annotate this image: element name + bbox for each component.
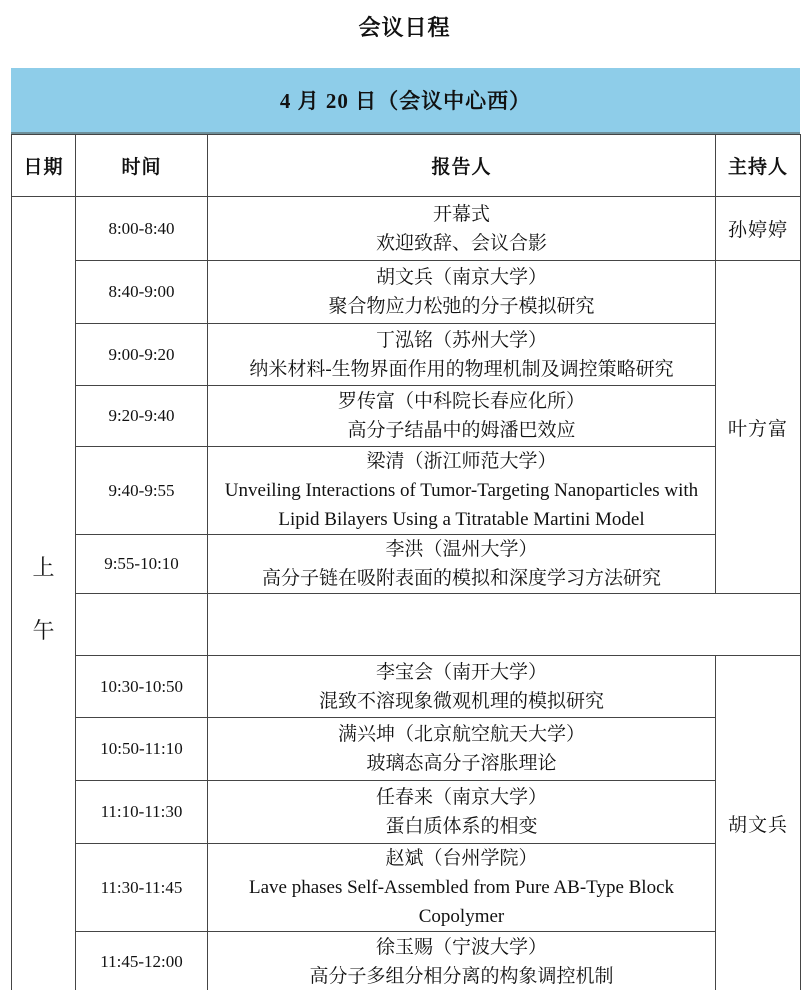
speaker-name: 胡文兵（南京大学） xyxy=(375,267,547,288)
speaker-name: 丁泓铭（苏州大学） xyxy=(375,329,547,351)
talk-title: 聚合物应力松弛的分子模拟研究 xyxy=(328,296,595,317)
time-cell: 9:00-9:20 xyxy=(76,324,208,386)
session-title: 开幕式 xyxy=(432,203,490,225)
page-title: 会议日程 xyxy=(358,15,451,40)
period-cell-morning xyxy=(12,197,76,990)
time-cell: 11:10-11:30 xyxy=(76,781,208,844)
table-row xyxy=(12,197,801,261)
table-row xyxy=(12,781,801,844)
speaker-cell xyxy=(208,324,716,386)
schedule-table xyxy=(11,68,800,990)
talk-title: 混致不溶现象微观机理的模拟研究 xyxy=(318,690,604,712)
table-row xyxy=(12,718,801,781)
chair-cell: 胡文兵 xyxy=(716,656,801,990)
column-header-chair: 主持人 xyxy=(716,135,801,197)
talk-title: 高分子链在吸附表面的模拟和深度学习方法研究 xyxy=(261,568,661,589)
speaker-cell xyxy=(208,718,716,781)
speaker-cell xyxy=(208,535,716,594)
session-table xyxy=(11,134,801,990)
speaker-cell xyxy=(208,261,716,324)
talk-title: 高分子结晶中的姆潘巴效应 xyxy=(347,420,576,441)
talk-title: Lave phases Self-Assembled from Pure AB-Type Block Copolymer xyxy=(248,877,675,927)
time-cell: 10:50-11:10 xyxy=(76,718,208,781)
break-empty-cell xyxy=(208,594,801,656)
time-cell: 9:40-9:55 xyxy=(76,447,208,535)
time-cell: 10:30-10:50 xyxy=(76,656,208,718)
speaker-cell xyxy=(208,844,716,932)
chair-cell: 孙婷婷 xyxy=(716,197,801,261)
session-subtitle: 欢迎致辞、会议合影 xyxy=(375,232,547,254)
time-cell: 9:55-10:10 xyxy=(76,535,208,594)
table-row xyxy=(12,447,801,535)
speaker-cell xyxy=(208,197,716,261)
speaker-cell xyxy=(208,447,716,535)
talk-title: 蛋白质体系的相变 xyxy=(385,816,538,837)
period-char-1: 上 xyxy=(32,555,55,580)
talk-title: 纳米材料-生物界面作用的物理机制及调控策略研究 xyxy=(249,358,674,380)
break-row xyxy=(12,594,801,656)
speaker-name: 梁清（浙江师范大学） xyxy=(366,451,557,472)
table-row xyxy=(12,386,801,447)
table-row xyxy=(12,844,801,932)
speaker-name: 李洪（温州大学） xyxy=(385,539,538,560)
time-cell: 9:20-9:40 xyxy=(76,386,208,447)
talk-title: 高分子多组分相分离的构象调控机制 xyxy=(309,965,614,987)
period-label xyxy=(12,551,75,645)
time-cell: 8:00-8:40 xyxy=(76,197,208,261)
table-row xyxy=(12,932,801,990)
time-cell: 8:40-9:00 xyxy=(76,261,208,324)
column-header-speaker: 报告人 xyxy=(208,135,716,197)
table-row xyxy=(12,656,801,718)
speaker-name: 徐玉赐（宁波大学） xyxy=(375,936,547,958)
day-header-label: 4 月 20 日（会议中心西） xyxy=(279,89,532,113)
talk-title: 玻璃态高分子溶胀理论 xyxy=(366,753,557,774)
break-time-cell xyxy=(76,594,208,656)
table-row xyxy=(12,535,801,594)
chair-cell: 叶方富 xyxy=(716,261,801,594)
speaker-name: 任春来（南京大学） xyxy=(375,787,547,808)
day-header-bar xyxy=(11,68,800,134)
speaker-cell xyxy=(208,932,716,990)
speaker-name: 赵斌（台州学院） xyxy=(385,848,538,869)
column-header-date: 日期 xyxy=(12,135,76,197)
speaker-cell xyxy=(208,386,716,447)
speaker-name: 满兴坤（北京航空航天大学） xyxy=(337,724,585,745)
speaker-name: 李宝会（南开大学） xyxy=(375,661,547,683)
talk-title: Unveiling Interactions of Tumor-Targeting Nanoparticles with Lipid Bilayers Using a Titratable Martini Model xyxy=(224,480,699,530)
table-header-row xyxy=(12,135,801,197)
time-cell: 11:30-11:45 xyxy=(76,844,208,932)
time-cell: 11:45-12:00 xyxy=(76,932,208,990)
speaker-name: 罗传富（中科院长春应化所） xyxy=(337,391,585,412)
column-header-time: 时间 xyxy=(76,135,208,197)
speaker-cell xyxy=(208,656,716,718)
table-row xyxy=(12,324,801,386)
period-char-2: 午 xyxy=(32,618,55,643)
speaker-cell xyxy=(208,781,716,844)
table-row xyxy=(12,261,801,324)
